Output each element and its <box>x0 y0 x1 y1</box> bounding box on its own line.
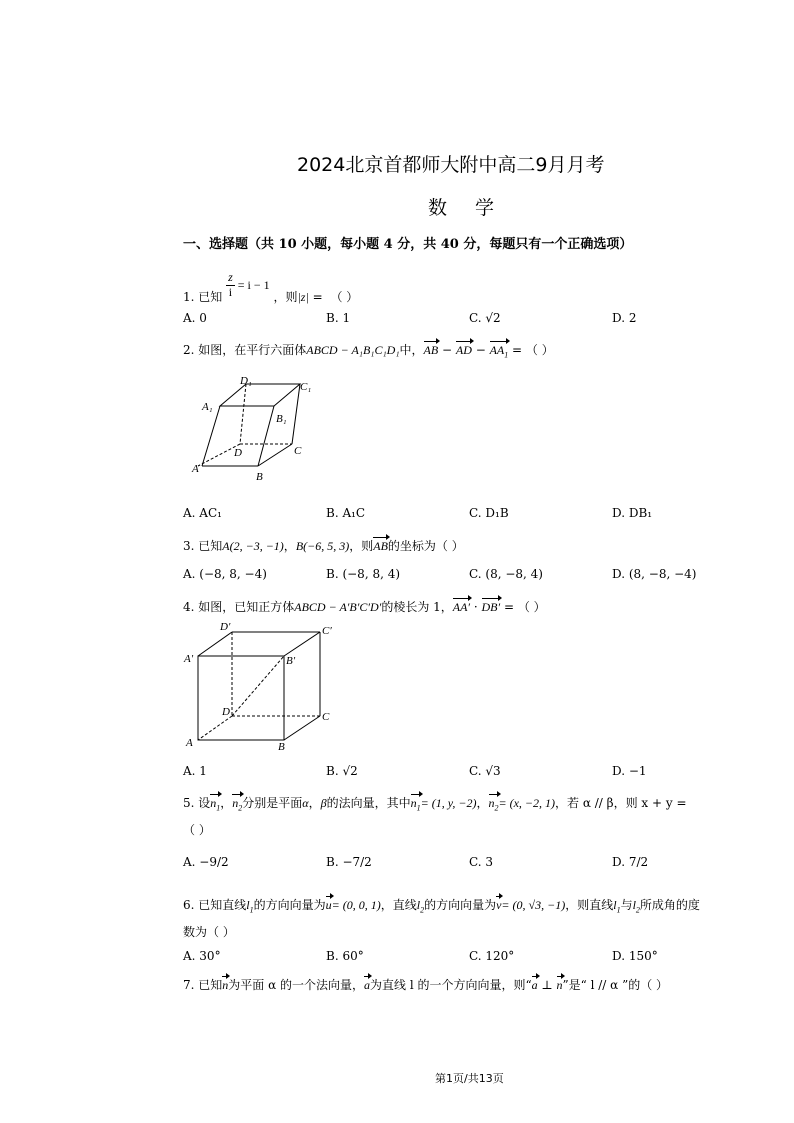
q1-option-d: D. 2 <box>612 311 637 325</box>
q4-option-d: D. −1 <box>612 764 647 778</box>
q1-mid: ，则 <box>273 289 298 304</box>
q3-prefix: 3. 已知 <box>183 539 223 553</box>
subject-title: 数 学 <box>428 197 495 219</box>
q3-option-c: C. (8, −8, 4) <box>469 567 543 581</box>
q4-body: ABCD − A′B′C′D′ <box>294 600 382 614</box>
q4-mid: 的棱长为 1， <box>381 600 453 614</box>
q7-text4: ”是“ l // α ”的（ ） <box>562 978 669 992</box>
q6-option-b: B. 60° <box>326 949 364 963</box>
question-2: 2. 如图，在平行六面体ABCD − A₁B₁C₁D₁中，AB − AD − $AA_1$ = （ ） <box>183 340 554 359</box>
q1-option-b: B. 1 <box>326 311 351 325</box>
q5-option-c: C. 3 <box>469 855 494 869</box>
label-a: A <box>192 463 199 475</box>
q1-suffix: （ ） <box>330 289 359 304</box>
q3-suffix: 的坐标为（ ） <box>387 539 464 553</box>
q5-n1-value: = (1, y, −2) <box>420 796 477 810</box>
q5-text4: ，若 α // β，则 x + y = <box>555 796 687 810</box>
label-d-prime: D′ <box>220 621 231 633</box>
q2-figure-parallelepiped <box>190 372 320 484</box>
q3-point-a: A(2, −3, −1) <box>222 539 284 553</box>
label-c-prime: C′ <box>322 625 332 637</box>
q2-body: ABCD − A₁B₁C₁D₁ <box>306 343 400 357</box>
q6-line2: 数为（ ） <box>183 925 235 939</box>
q2-suffix: （ ） <box>525 343 554 357</box>
q5-option-d: D. 7/2 <box>612 855 649 869</box>
label-a1: A₁ <box>202 401 213 413</box>
q3-option-a: A. (−8, 8, −4) <box>183 567 267 581</box>
question-4: 4. 如图，已知正方体ABCD − A′B′C′D′的棱长为 1，AA′ · DB′ = （ ） <box>183 597 546 615</box>
q5-text2: 分别是平面 <box>242 796 303 810</box>
question-1: 1. 已知 $\frac{z}{i}$ = i − 1 ，则|z| = （ ） <box>183 270 359 304</box>
q5-text1: 5. 设 <box>183 796 211 810</box>
q2-option-c: C. D₁B <box>469 506 509 520</box>
question-5: 5. 设$n_1$，$n_2$分别是平面α，β的法向量，其中$n_1= (1$, y, −2)，$n_2= (x$, −2, 1)，若 α // β，则 x + y = <box>183 793 687 812</box>
q4-prefix: 4. 如图，已知正方体 <box>183 600 295 614</box>
label-b-prime: B′ <box>286 655 296 667</box>
q6-text2: 的方向向量为 <box>253 898 326 912</box>
q5-option-a: A. −9/2 <box>183 855 229 869</box>
q3-option-b: B. (−8, 8, 4) <box>326 567 401 581</box>
q1-option-a: A. 0 <box>183 311 207 325</box>
label-c: C <box>322 711 330 723</box>
q6-option-c: C. 120° <box>469 949 515 963</box>
q6-text1: 6. 已知直线 <box>183 898 247 912</box>
q4-option-b: B. √2 <box>326 764 358 778</box>
q2-option-a: A. AC₁ <box>183 506 222 520</box>
label-b: B <box>278 741 285 753</box>
q1-option-c: C. √2 <box>469 311 501 325</box>
q3-point-b: B(−6, 5, 3) <box>295 539 350 553</box>
q6-v-value: = (0, √3, −1) <box>501 898 566 912</box>
q3-option-d: D. (8, −8, −4) <box>612 567 697 581</box>
q2-mid: 中， <box>399 343 424 357</box>
label-a: A <box>186 737 193 749</box>
label-d: D <box>234 447 242 459</box>
q6-option-d: D. 150° <box>612 949 658 963</box>
page-footer: 第1页/共13页 <box>435 1072 504 1085</box>
q4-figure-cube <box>180 620 340 755</box>
q6-u-value: = (0, 0, 1) <box>331 898 381 912</box>
label-b1: B₁ <box>276 413 287 425</box>
question-3: 3. 已知A(2, −3, −1)，B(−6, 5, 3)，则AB的坐标为（ ） <box>183 536 464 554</box>
q5-n2-value: = (x, −2, 1) <box>498 796 556 810</box>
q1-prefix: 1. 已知 <box>183 289 223 304</box>
q6-text3: ，直线 <box>380 898 417 912</box>
label-b: B <box>256 471 263 483</box>
q7-text3: 为直线 l 的一个方向向量，则“ <box>370 978 532 992</box>
section-heading: 一、选择题（共 10 小题，每小题 4 分，共 40 分，每题只有一个正确选项） <box>183 237 633 252</box>
question-6: 6. 已知直线$l_1$的方向向量为u= (0, 0, 1)，直线$l_2$的方向向量为v= (0, √3, −1)，则直线$l_1$与$l_2$所成角的度 <box>183 895 700 914</box>
q4-suffix: （ ） <box>517 600 546 614</box>
q5-text3: 的法向量，其中 <box>326 796 411 810</box>
q4-option-c: C. √3 <box>469 764 501 778</box>
label-c: C <box>294 445 302 457</box>
page-title: 2024北京首都师大附中高二9月月考 <box>297 154 605 176</box>
q2-option-b: B. A₁C <box>326 506 366 520</box>
q6-option-a: A. 30° <box>183 949 221 963</box>
label-d1: D₁ <box>240 375 252 387</box>
q5-option-b: B. −7/2 <box>326 855 372 869</box>
q2-prefix: 2. 如图，在平行六面体 <box>183 343 307 357</box>
q6-text6: 所成角的度 <box>639 898 700 912</box>
q7-text2: 为平面 α 的一个法向量， <box>228 978 364 992</box>
question-7: 7. 已知n为平面 α 的一个法向量，a为直线 l 的一个方向向量，则“a ⊥ n”是“ l // α ”的（ ） <box>183 975 668 993</box>
label-c1: C₁ <box>300 381 312 393</box>
q7-text1: 7. 已知 <box>183 978 223 992</box>
q2-option-d: D. DB₁ <box>612 506 653 520</box>
q6-text5: ，则直线 <box>565 898 614 912</box>
label-a-prime: A′ <box>184 653 194 665</box>
label-d: D <box>222 706 230 718</box>
q6-text4: 的方向向量为 <box>424 898 497 912</box>
q4-option-a: A. 1 <box>183 764 207 778</box>
q3-mid: ，则 <box>349 539 374 553</box>
q5-paren: （ ） <box>183 823 211 837</box>
q1-fraction: $\frac{z}{i}$ <box>228 270 233 299</box>
